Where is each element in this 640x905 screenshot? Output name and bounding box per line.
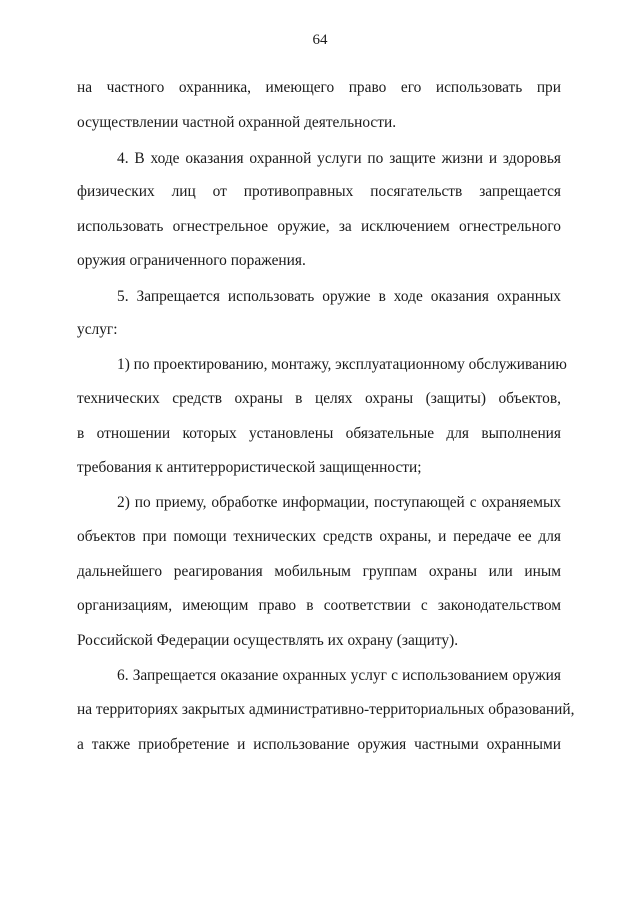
text-line: на территориях закрытых административно-территориальных образований, bbox=[77, 701, 575, 718]
text-line: физических лиц от противоправных посягательств запрещается bbox=[77, 183, 561, 200]
text-line: технических средств охраны в целях охраны (защиты) объектов, bbox=[77, 390, 561, 407]
text-line: требования к антитеррористической защищенности; bbox=[77, 459, 422, 476]
text-line: 4. В ходе оказания охранной услуги по защите жизни и здоровья bbox=[117, 150, 561, 167]
text-line: услуг: bbox=[77, 321, 118, 338]
page-number: 64 bbox=[312, 32, 328, 48]
text-line: 5. Запрещается использовать оружие в ходе оказания охранных bbox=[117, 288, 561, 305]
text-line: 1) по проектированию, монтажу, эксплуатационному обслуживанию bbox=[117, 356, 567, 373]
text-line: 2) по приему, обработке информации, поступающей с охраняемых bbox=[117, 494, 561, 511]
text-line: 6. Запрещается оказание охранных услуг с использованием оружия bbox=[117, 667, 561, 684]
text-line: в отношении которых установлены обязательные для выполнения bbox=[77, 425, 561, 442]
text-line: а также приобретение и использование оружия частными охранными bbox=[77, 736, 561, 753]
text-line: дальнейшего реагирования мобильным группам охраны или иным bbox=[77, 563, 561, 580]
text-line: оружия ограниченного поражения. bbox=[77, 252, 306, 269]
text-line: организациям, имеющим право в соответствии с законодательством bbox=[77, 597, 561, 614]
text-line: осуществлении частной охранной деятельности. bbox=[77, 114, 397, 131]
text-line: на частного охранника, имеющего право его использовать при bbox=[77, 79, 561, 96]
text-line: использовать огнестрельное оружие, за исключением огнестрельного bbox=[77, 218, 561, 235]
text-line: Российской Федерации осуществлять их охрану (защиту). bbox=[77, 632, 459, 649]
text-line: объектов при помощи технических средств охраны, и передаче ее для bbox=[77, 528, 561, 545]
